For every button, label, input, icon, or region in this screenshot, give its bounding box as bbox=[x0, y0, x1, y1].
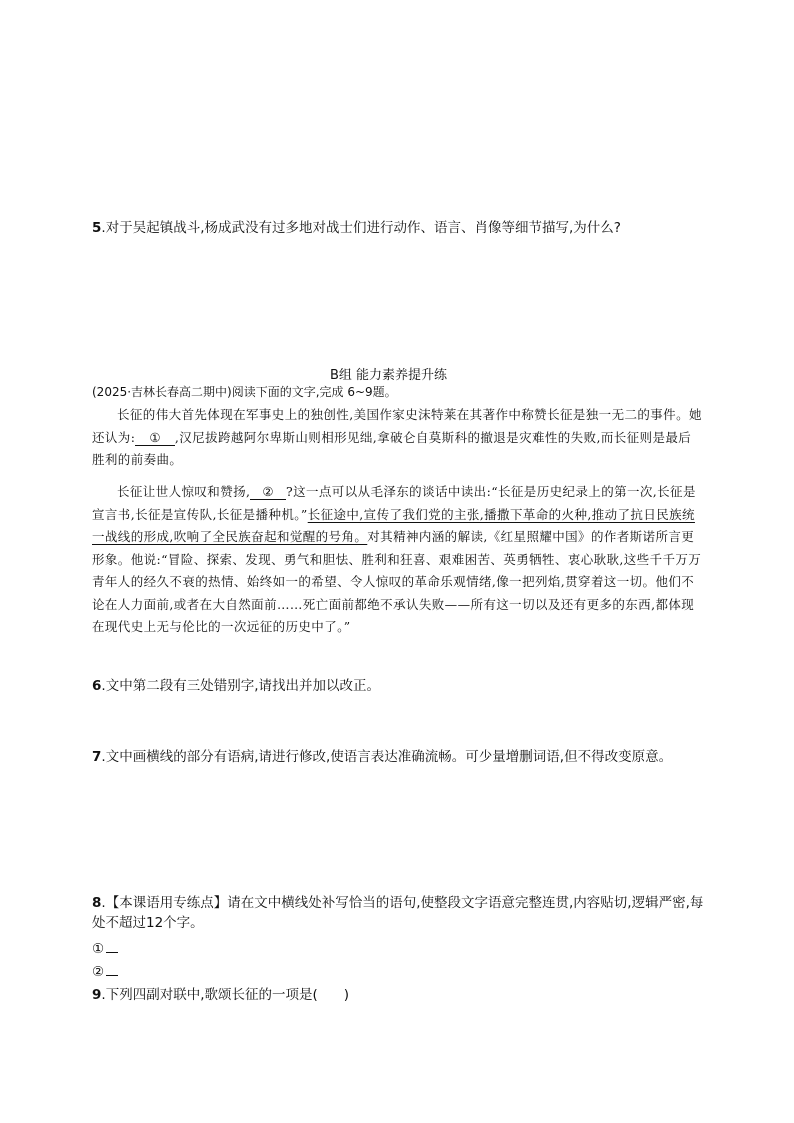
section-title: B组 能力素养提升练 bbox=[330, 368, 448, 383]
question-5-text: .对于吴起镇战斗,杨成武没有过多地对战士们进行动作、语言、肖像等细节描写,为什么? bbox=[101, 220, 621, 236]
question-8-text: .【本课语用专练点】请在文中横线处补写恰当的语句,使整段文字语意完整连贯,内容贴切,逻辑严密,每处不超过12个字。 bbox=[92, 895, 704, 931]
question-9-text: .下列四副对联中,歌颂长征的一项是( bbox=[101, 987, 318, 1003]
question-7 bbox=[92, 747, 732, 767]
answer-line-2 bbox=[92, 962, 118, 982]
passage-paragraph-1 bbox=[92, 404, 702, 472]
question-5 bbox=[92, 218, 732, 238]
question-6 bbox=[92, 676, 732, 696]
question-9-number: 9 bbox=[92, 987, 102, 1003]
p2-text-a: 长征让世人惊叹和赞扬, bbox=[117, 484, 251, 499]
passage-paragraph-2 bbox=[92, 481, 702, 639]
p2-text-b: ?这一点可以从毛泽东的谈话中读出:“长征是历史纪录上的第一次,长征是宣言书,长征是宣传队,长征是播种机。” bbox=[92, 484, 696, 522]
question-8-number: 8 bbox=[92, 895, 102, 911]
blank-2: ② bbox=[250, 484, 286, 500]
question-7-text: .文中画横线的部分有语病,请进行修改,使语言表达准确流畅。可少量增删词语,但不得改变原意。 bbox=[101, 749, 673, 765]
question-9 bbox=[92, 985, 732, 1005]
answer-line-1 bbox=[92, 939, 118, 959]
answer-2-marker: ② bbox=[92, 964, 105, 980]
p1-text-b: ,汉尼拔跨越阿尔卑斯山则相形见绌,拿破仑自莫斯科的撤退是灾难性的失败,而长征则是最后胜利的前奏曲。 bbox=[92, 429, 692, 467]
question-9-close-paren: ) bbox=[343, 987, 350, 1003]
p1-text-a: 长征的伟大首先体现在军事史上的独创性,美国作家史沫特莱在其著作中称赞长征是独一无二的事件。她还认为: bbox=[92, 407, 702, 445]
question-8 bbox=[92, 893, 707, 933]
answer-1-marker: ① bbox=[92, 941, 105, 957]
answer-1-blank[interactable] bbox=[106, 940, 118, 953]
question-6-number: 6 bbox=[92, 678, 102, 694]
blank-1: ① bbox=[135, 430, 175, 446]
question-7-number: 7 bbox=[92, 749, 102, 765]
underlined-sentence: 长征途中,宣传了我们党的主张,播撒下革命的火种,推动了抗日民族统一战线的形成,吹响了全民族奋起和觉醒的号角。 bbox=[92, 506, 695, 544]
answer-2-blank[interactable] bbox=[106, 963, 118, 976]
question-6-text: .文中第二段有三处错别字,请找出并加以改正。 bbox=[101, 678, 380, 694]
p2-text-c: 对其精神内涵的解读,《红星照耀中国》的作者斯诺所言更形象。他说:“冒险、探索、发现、勇气和胆怯、胜利和狂喜、艰难困苦、英勇牺牲、衷心耿耿,这些千千万万青年人的经久不衰的热情、始终如一的希望、令人惊叹的革命乐观情绪,像一把列焰,贯穿着这一切。他们不论在人力面前,或者在大自然面前……死亡面前都绝不承认失败——所有这一切以及还有更多的东西,都体现在现代史上无与伦比的一次远征的历史中了。” bbox=[92, 529, 702, 634]
question-5-number: 5 bbox=[92, 220, 102, 236]
passage-source: (2025·吉林长春高二期中)阅读下面的文字,完成 6~9题。 bbox=[92, 385, 397, 399]
